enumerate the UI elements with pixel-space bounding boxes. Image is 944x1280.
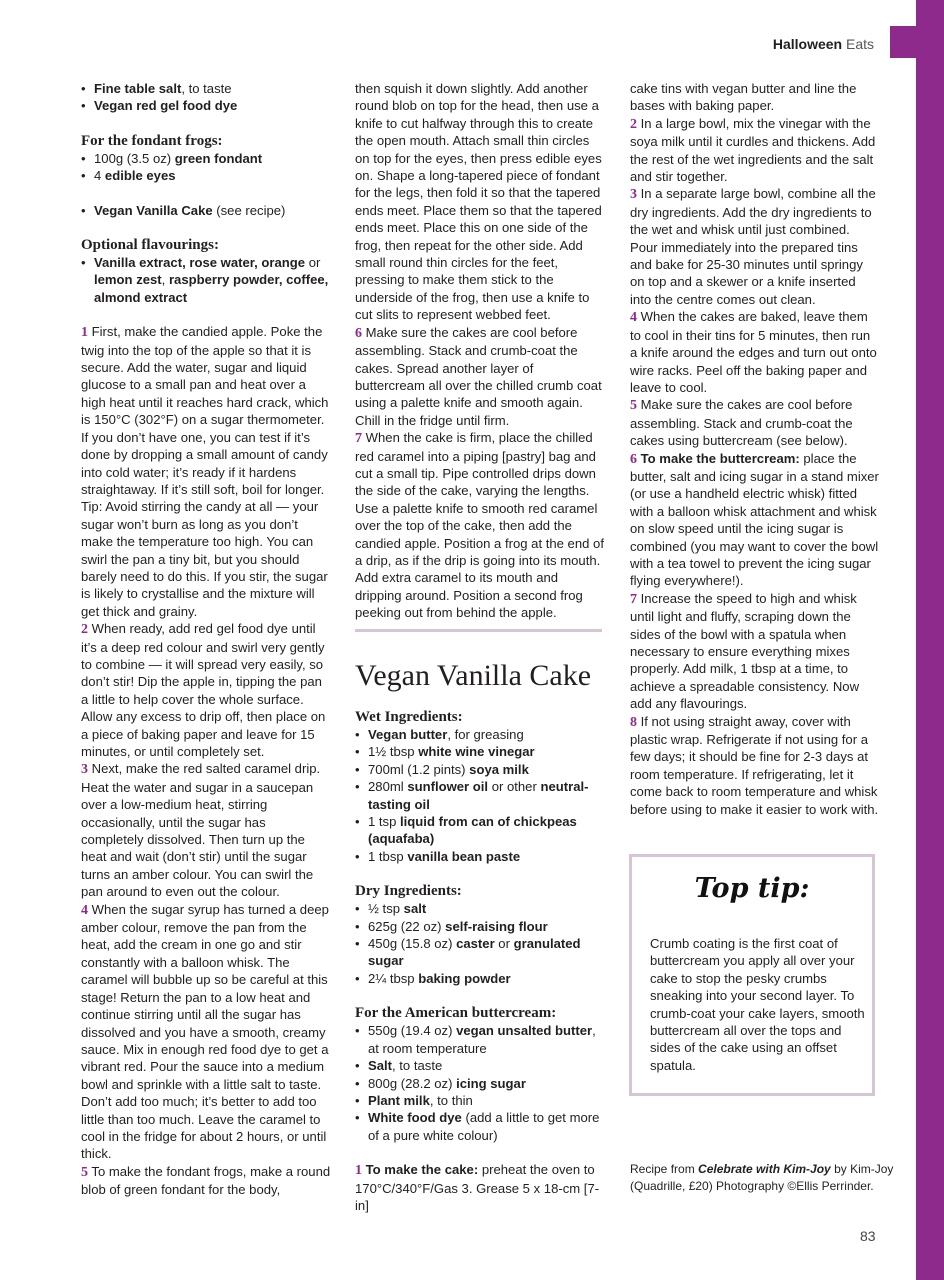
method-step: 2 In a large bowl, mix the vinegar with the soya milk until it curdles and thickens. Add the rest of the wet ingredients and the salt and stir together. <box>630 115 876 185</box>
method-step: 7 Increase the speed to high and whisk until light and fluffy, scraping down the sides of the bowl with a spatula when necessary to ensure everything mixes properly. Add milk, 1 tbsp at a time, to achieve a spreadable consistency. Now add any flavourings. <box>630 590 860 712</box>
method-step: 3 Next, make the red salted caramel drip. Heat the water and sugar in a saucepan over a low-medium heat, stirring occasionally, until the sugar has completely dissolved. Then turn up the heat and wait (don’t stir) until the sugar turns an amber colour. You can swirl the pan around to even out the colour. <box>81 761 321 900</box>
recipe-credit: Recipe from Celebrate with Kim-Joy by Kim-Joy (Quadrille, £20) Photography ©Ellis Perrinder. <box>630 1162 894 1194</box>
list-item: • Vegan butter, for greasing <box>355 726 605 743</box>
dry-heading: Dry Ingredients: <box>355 883 462 900</box>
fondant-heading: For the fondant frogs: <box>81 132 223 149</box>
top-tip-text: Crumb coating is the first coat of buttercream you apply all over your cake to stop the pesky crumbs sneaking into your second layer. To crumb-coat your cake layers, smooth buttercream all over the tops and sides of the cake using an offset spatula. <box>650 936 865 1073</box>
list-item: • 100g (3.5 oz) green fondant <box>81 150 331 167</box>
list-item: • Plant milk, to thin <box>355 1092 605 1109</box>
list-item: • 2¼ tbsp baking powder <box>355 970 605 987</box>
top-tip-box <box>629 854 875 1096</box>
section-name-light: Eats <box>845 36 874 52</box>
list-item: • Salt, to taste <box>355 1057 605 1074</box>
method-step: 5 Make sure the cakes are cool before assembling. Stack and crumb-coat the cakes using buttercream (see below). <box>630 397 853 449</box>
method-step: 4 When the sugar syrup has turned a deep amber colour, remove the pan from the heat, add the cream in one go and stir constantly with a balloon whisk. The caramel will bubble up so be careful at this stage! Return the pan to a low heat and continue stirring until all the sugar has dissolved and you have a smooth, creamy sauce. Mix in enough red food dye to get a vibrant red. Pour the sauce into a medium bowl and sprinkle with a little salt to taste. Don’t add too much; it’s better to add too little than too much. Leave the caramel to cool in the fridge for about 2 hours, or until thick. <box>81 901 329 1162</box>
method-step: 6 To make the buttercream: place the butter, salt and icing sugar in a stand mixer (or use a handheld electric whisk) fitted with a balloon whisk attachment and whisk on slow speed until the icing sugar is combined (you may want to cover the bowl with a tea towel to prevent the icing sugar flying everywhere!). <box>630 450 879 589</box>
top-tip-title: Top tip: <box>694 873 810 904</box>
list-item: • Vegan Vanilla Cake (see recipe) <box>81 202 331 219</box>
method-step: 2 When ready, add red gel food dye until it’s a deep red colour and swirl very gently to combine — it will spread very easily, so don’t stir! Dip the apple in, tipping the pan a little to help cover the whole surface. Allow any excess to drip off, then place on a piece of baking paper and leave for 15 minutes, or until completely set. <box>81 621 326 759</box>
method-continued: cake tins with vegan butter and line the bases with baking paper. <box>630 81 857 114</box>
list-item: • Vanilla extract, rose water, orange or lemon zest, raspberry powder, coffee, almond extract <box>81 254 331 306</box>
list-item: • 450g (15.8 oz) caster or granulated sugar <box>355 935 605 970</box>
section-divider <box>355 629 602 632</box>
buttercream-heading: For the American buttercream: <box>355 1005 557 1022</box>
wet-heading: Wet Ingredients: <box>355 709 463 725</box>
flavourings-heading: Optional flavourings: <box>81 237 219 254</box>
method-step: 4 When the cakes are baked, leave them to cool in their tins for 5 minutes, then run a knife around the edges and turn out onto wire racks. Peel off the baking paper and leave to cool. <box>630 309 877 395</box>
column-2 <box>355 80 605 622</box>
method-step: 3 In a separate large bowl, combine all the dry ingredients. Add the dry ingredients to the wet and whisk until just combined. Pour immediately into the prepared tins and bake for 25-30 minutes until springy on top and a skewer or a knife inserted into the centre comes out clean. <box>630 186 876 307</box>
method-step: 5 To make the fondant frogs, make a round blob of green fondant for the body, <box>81 1163 331 1198</box>
column-2-ingredients <box>355 708 605 1214</box>
cake-list <box>81 202 331 219</box>
list-item: • 1½ tbsp white wine vinegar <box>355 743 605 760</box>
purple-side-bar <box>916 0 944 1280</box>
ingredient-list-top <box>81 80 331 115</box>
method-step: 6 Make sure the cakes are cool before assembling. Stack and crumb-coat the cakes. Spread another layer of buttercream all over the chilled crumb coat using a palette knife and smooth again. Chill in the fridge until firm. <box>355 324 602 428</box>
list-item: • 1 tbsp vanilla bean paste <box>355 848 605 865</box>
list-item: • Vegan red gel food dye <box>81 97 331 114</box>
section-header <box>773 36 874 52</box>
list-item: • Fine table salt, to taste <box>81 80 331 97</box>
list-item: • 800g (28.2 oz) icing sugar <box>355 1075 605 1092</box>
list-item: • ½ tsp salt <box>355 900 605 917</box>
section-tab-marker <box>890 26 916 58</box>
wet-list <box>355 726 605 865</box>
recipe-title: Vegan Vanilla Cake <box>355 659 592 692</box>
method-continued: then squish it down slightly. Add another round blob on top for the head, then use a knife to cut halfway through this to create the open mouth. Attach small thin circles on top for the eyes, then press edible eyes on. Shape a long-tapered piece of fondant for the legs, then fold it so that the tapered ends meet. Place them so that the tapered ends meet. Place this on one side of the frog, then repeat for the other side. Add small round thin circles for the feet, pressing to make them stick to the underside of the frog, then use a knife to cut slits to represent webbed feet. <box>355 81 602 323</box>
column-3 <box>630 80 880 818</box>
list-item: • 280ml sunflower oil or other neutral-tasting oil <box>355 778 605 813</box>
list-item: • 4 edible eyes <box>81 167 331 184</box>
list-item: • 550g (19.4 oz) vegan unsalted butter, at room temperature <box>355 1022 605 1057</box>
method-step: 8 If not using straight away, cover with plastic wrap. Refrigerate if not using for a few days; it should be fine for 2-3 days at room temperature. If refrigerating, let it come back to room temperature and whisk before using to make it easier to work with. <box>630 713 879 817</box>
method-step: 7 When the cake is firm, place the chilled red caramel into a piping [pastry] bag and cut a small tip. Pipe controlled drips down the side of the cake, varying the lengths. Use a palette knife to smooth red caramel over the top of the cake, then add the candied apple. Position a frog at the end of a drip, as if the drip is going into its mouth. Add extra caramel to its mouth and dripping around. Position a second frog peeking out from behind the apple. <box>355 430 604 621</box>
dry-list <box>355 900 605 987</box>
method-step: 1 First, make the candied apple. Poke the twig into the top of the apple so that it is secure. Add the water, sugar and liquid glucose to a small pan and heat over a high heat until it reaches hard crack, which is 150°C (302°F) on a sugar thermometer. If you don’t have one, you can test if it’s done by dropping a small amount of candy into cold water; it’s ready if it hardens straightaway. If it’s still soft, boil for longer. Tip: Avoid stirring the candy at all — your sugar won’t burn as long as you don’t make the temperature too high. You can swirl the pan a tiny bit, but you should barely need to do this. If you stir, the sugar is likely to crystallise and the mixture will get thick and grainy. <box>81 324 329 619</box>
list-item: • White food dye (add a little to get more of a pure white colour) <box>355 1109 605 1144</box>
list-item: • 625g (22 oz) self-raising flour <box>355 918 605 935</box>
section-name-bold: Halloween <box>772 36 843 52</box>
method-step: 1 To make the cake: preheat the oven to 170°C/340°F/Gas 3. Grease 5 x 18-cm [7-in] <box>355 1162 600 1213</box>
list-item: • 700ml (1.2 pints) soya milk <box>355 761 605 778</box>
page-number: 83 <box>860 1228 876 1244</box>
column-1 <box>81 80 331 1199</box>
buttercream-list <box>355 1022 605 1144</box>
fondant-list <box>81 150 331 185</box>
list-item: • 1 tsp liquid from can of chickpeas (aquafaba) <box>355 813 605 848</box>
flavourings-list <box>81 254 331 306</box>
